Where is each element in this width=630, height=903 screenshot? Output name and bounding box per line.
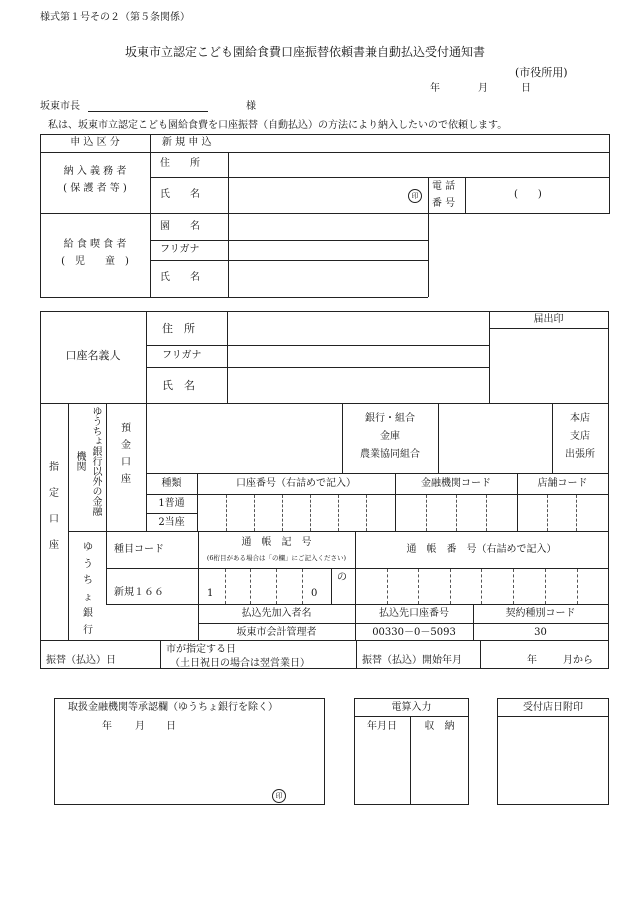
- holder-furigana-label: フリガナ: [162, 350, 202, 361]
- passbook-number-field[interactable]: [356, 569, 608, 604]
- payee-account-header: 払込先口座番号: [379, 608, 449, 619]
- transfer-day-value-2: （土日祝日の場合は翌営業日）: [170, 658, 310, 669]
- type-option-ordinary[interactable]: 1普通: [158, 498, 185, 509]
- child-name-field[interactable]: [229, 261, 427, 297]
- holder-address-field[interactable]: [228, 312, 488, 345]
- computer-input-date-header: 年月日: [367, 721, 397, 732]
- bank-approval-title: 取扱金融機関等承認欄（ゆうちょ銀行を除く）: [68, 702, 278, 713]
- payee-name-header: 払込先加入者名: [241, 608, 312, 619]
- phone-field[interactable]: ( ): [514, 189, 542, 200]
- holder-name-field[interactable]: [228, 368, 488, 403]
- stamp-area[interactable]: [490, 329, 608, 403]
- holder-name-label: 氏 名: [162, 379, 195, 392]
- branch-type-branch: 支店: [570, 431, 590, 442]
- holder-label: 口座名義人: [65, 349, 121, 362]
- contract-code-value: 30: [534, 627, 547, 638]
- symbol-last-digit: 0: [311, 588, 318, 599]
- branch-name-field[interactable]: [439, 404, 552, 473]
- approval-month-label: 月: [135, 721, 145, 732]
- child-label: 給 食 喫 食 者: [63, 239, 127, 250]
- transfer-day-label: 振替（払込）日: [46, 655, 116, 666]
- child-name-label: 氏 名: [160, 272, 200, 283]
- addressee: 坂東市長: [40, 101, 80, 112]
- honorific: 様: [246, 101, 256, 112]
- computer-input-receipt-header: 収 納: [424, 721, 455, 732]
- branch-type-main: 本店: [570, 413, 590, 424]
- payer-name-field[interactable]: [229, 178, 404, 213]
- computer-input-title: 電算入力: [391, 702, 432, 713]
- holder-furigana-field[interactable]: [228, 346, 488, 367]
- payer-name-label: 氏 名: [160, 189, 200, 200]
- child-sublabel: ( 児 童 ): [61, 256, 129, 267]
- other-bank-label: ゆうちょ銀行以外の金融機関: [74, 406, 101, 516]
- holder-address-label: 住 所: [162, 322, 195, 335]
- receipt-stamp-title: 受付店日附印: [523, 702, 583, 713]
- child-furigana-field[interactable]: [229, 241, 427, 260]
- addressee-underline: [88, 111, 208, 112]
- bank-name-field[interactable]: [147, 404, 342, 473]
- type-header: 種類: [161, 478, 182, 489]
- application-label: 申 込 区 分: [70, 137, 120, 148]
- approval-seal-icon: 印: [272, 789, 286, 803]
- transfer-day-value-1: 市が指定する日: [166, 644, 236, 655]
- bank-type-bank: 銀行・組合: [365, 413, 415, 424]
- passbook-number-header: 通 帳 番 号（右詰めで記入）: [406, 544, 557, 555]
- approval-year-label: 年: [102, 721, 112, 732]
- bank-type-shinkin: 金庫: [380, 431, 400, 442]
- deposit-account-label: 預金口座: [121, 423, 131, 485]
- form-number: 様式第１号その２（第５条関係）: [40, 12, 190, 23]
- child-school-label: 園 名: [160, 221, 200, 232]
- symbol-first-digit: 1: [207, 588, 214, 599]
- approval-day-label: 日: [166, 721, 176, 732]
- phone-label-2: 番 号: [432, 198, 456, 209]
- payee-name-value: 坂東市会計管理者: [236, 627, 317, 638]
- no-column-label: の: [337, 572, 347, 583]
- date-year-label: 年: [430, 83, 440, 94]
- branch-type-office: 出張所: [565, 449, 595, 460]
- bank-approval-box[interactable]: [54, 698, 325, 805]
- seal-mark-icon: 印: [408, 189, 422, 203]
- contract-code-header: 契約種別コード: [505, 608, 576, 619]
- branch-code-field[interactable]: [518, 495, 608, 531]
- bank-code-header: 金融機関コード: [421, 478, 491, 489]
- passbook-symbol-header: 通 帳 記 号: [241, 537, 312, 548]
- form-title: 坂東市立認定こども園給食費口座振替依頼書兼自動払込受付通知書: [125, 45, 486, 59]
- child-school-field[interactable]: [229, 214, 427, 240]
- category-code-header: 種目コード: [114, 544, 164, 555]
- type-option-current[interactable]: 2当座: [158, 517, 185, 528]
- passbook-symbol-note: (6桁目がある場合は「の欄」にご記入ください): [206, 554, 347, 562]
- bank-type-ja: 農業協同組合: [360, 449, 420, 460]
- payer-address-label: 住 所: [160, 158, 200, 169]
- transfer-start-month: 月から: [563, 655, 593, 666]
- intro-text: 私は、坂東市立認定こども園給食費を口座振替（自動払込）の方法により納入したいので依頼します。: [48, 120, 508, 131]
- stamp-label: 届出印: [533, 314, 564, 325]
- receipt-stamp-box[interactable]: [497, 698, 609, 805]
- phone-label-1: 電 話: [432, 181, 456, 192]
- payee-account-value: 00330－0－5093: [372, 627, 456, 638]
- child-furigana-label: フリガナ: [160, 244, 200, 255]
- date-day-label: 日: [521, 83, 531, 94]
- date-month-label: 月: [478, 83, 488, 94]
- payer-address-field[interactable]: [229, 153, 609, 177]
- branch-code-header: 店舗コード: [537, 478, 588, 489]
- category-code-value: 新規１６６: [114, 587, 164, 598]
- copy-label: (市役所用): [515, 66, 568, 79]
- payer-label: 納 入 義 務 者: [63, 166, 127, 177]
- transfer-start-label: 振替（払込）開始年月: [362, 655, 462, 666]
- designated-account-label: 指定口座: [49, 462, 59, 551]
- application-value: 新 規 申 込: [162, 137, 212, 148]
- account-number-header: 口座番号（右詰めで記入）: [236, 478, 356, 489]
- yucho-label: ゆうちょ銀行: [83, 542, 93, 636]
- transfer-start-year: 年: [527, 655, 537, 666]
- payer-sublabel: ( 保 護 者 等 ): [63, 183, 127, 194]
- computer-input-box: [354, 698, 469, 805]
